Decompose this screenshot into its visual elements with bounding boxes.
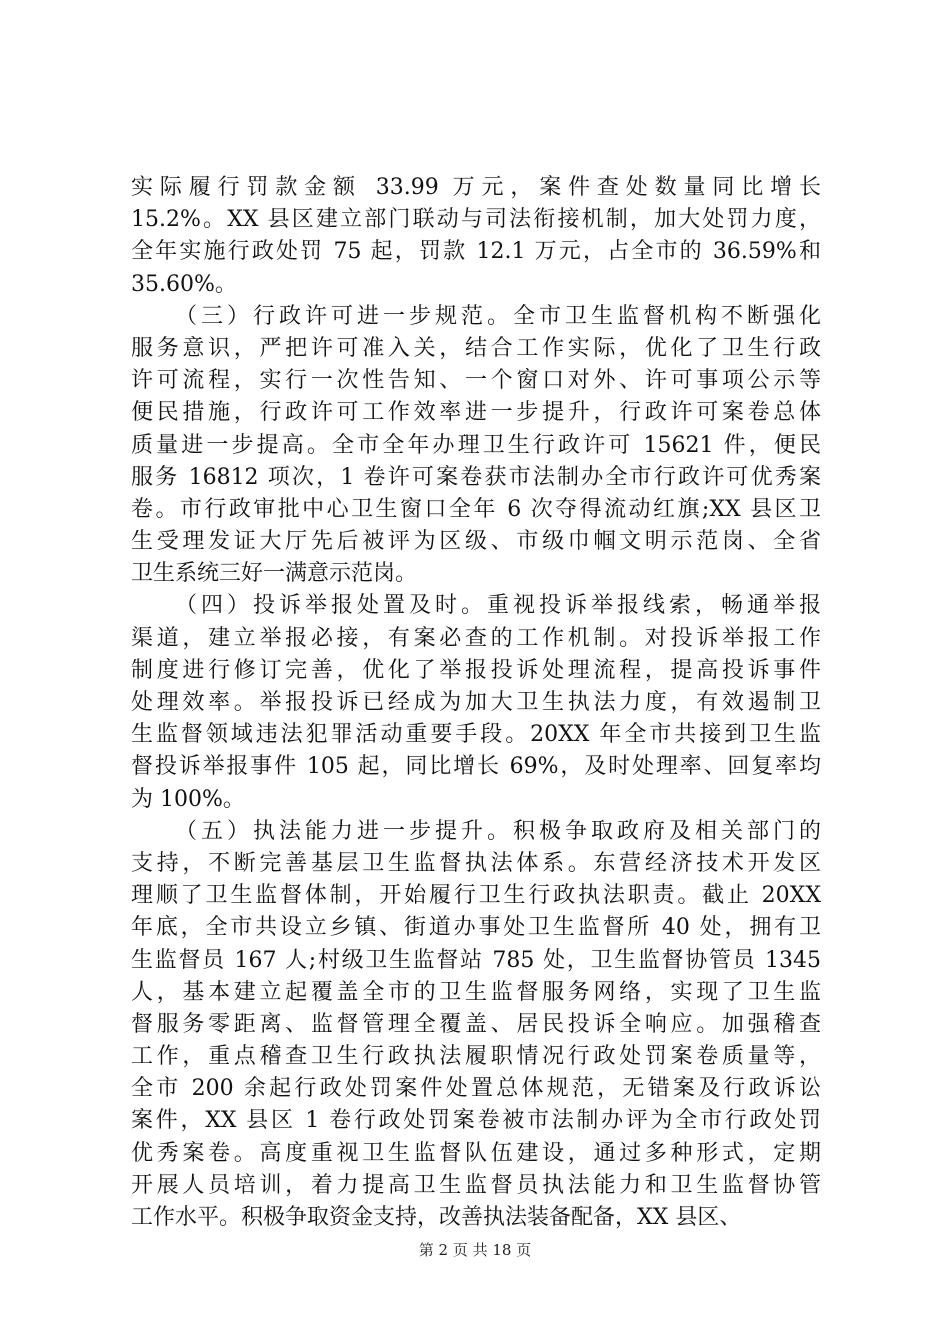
text-line: 制度进行修订完善，优化了举报投诉处理流程，提高投诉事件 [131, 657, 821, 683]
text-line: 卫生系统三好一满意示范岗。 [131, 561, 418, 587]
text-line: 理顺了卫生监督体制，开始履行卫生行政执法职责。截止 20XX [131, 883, 821, 909]
text-line: 工作，重点稽查卫生行政执法履职情况行政处罚案卷质量等， [131, 1044, 821, 1070]
text-line: 服务 16812 项次，1 卷许可案卷获市法制办全市行政许可优秀案 [131, 464, 821, 490]
text-line: 35.60%。 [131, 271, 237, 297]
text-line: 开展人员培训，着力提高卫生监督员执法能力和卫生监督协管 [131, 1172, 821, 1198]
text-line: 案件，XX 县区 1 卷行政处罚案卷被市法制办评为全市行政处罚 [131, 1108, 821, 1134]
text-line: 质量进一步提高。全市全年办理卫生行政许可 15621 件，便民 [131, 432, 821, 458]
body-text [131, 172, 821, 1234]
text-line: 服务意识，严把许可准入关，结合工作实际，优化了卫生行政 [131, 335, 821, 361]
text-line: 优秀案卷。高度重视卫生监督队伍建设，通过多种形式，定期 [131, 1140, 821, 1166]
text-line: 许可流程，实行一次性告知、一个窗口对外、许可事项公示等 [131, 368, 821, 394]
text-line: 生受理发证大厅先后被评为区级、市级巾帼文明示范岗、全省 [131, 529, 821, 555]
text-line: 15.2%。XX 县区建立部门联动与司法衔接机制，加大处罚力度， [131, 207, 821, 233]
text-line: 全市 200 余起行政处罚案件处置总体规范，无错案及行政诉讼 [131, 1076, 821, 1102]
text-line: 支持，不断完善基层卫生监督执法体系。东营经济技术开发区 [131, 850, 821, 876]
page-footer: 第 2 页 共 18 页 [418, 1241, 532, 1259]
text-line: 卷。市行政审批中心卫生窗口全年 6 次夺得流动红旗;XX 县区卫 [131, 496, 821, 522]
text-line: 年底，全市共设立乡镇、街道办事处卫生监督所 40 处，拥有卫 [131, 915, 821, 941]
text-line: 人，基本建立起覆盖全市的卫生监督服务网络，实现了卫生监 [131, 979, 821, 1005]
text-line: 督服务零距离、监督管理全覆盖、居民投诉全响应。加强稽查 [131, 1011, 821, 1037]
text-line: 为 100%。 [131, 786, 245, 812]
text-line: 生监督员 167 人;村级卫生监督站 785 处，卫生监督协管员 1345 [131, 947, 821, 973]
text-line: 渠道，建立举报必接，有案必查的工作机制。对投诉举报工作 [131, 625, 821, 651]
text-line: 便民措施，行政许可工作效率进一步提升，行政许可案卷总体 [131, 400, 821, 426]
section-heading-line: （四）投诉举报处置及时。重视投诉举报线索，畅通举报 [175, 593, 821, 619]
text-line: 处理效率。举报投诉已经成为加大卫生执法力度，有效遏制卫 [131, 690, 821, 715]
text-line: 工作水平。积极争取资金支持，改善执法装备配备，XX 县区、 [131, 1205, 742, 1230]
section-heading-line: （三）行政许可进一步规范。全市卫生监督机构不断强化 [175, 303, 821, 329]
text-line: 生监督领域违法犯罪活动重要手段。20XX 年全市共接到卫生监 [131, 722, 821, 748]
text-line: 全年实施行政处罚 75 起，罚款 12.1 万元，占全市的 36.59%和 [131, 239, 821, 265]
text-line: 实际履行罚款金额 33.99 万元，案件查处数量同比增长 [131, 175, 821, 200]
text-line: 督投诉举报事件 105 起，同比增长 69%，及时处理率、回复率均 [131, 754, 821, 780]
section-heading-line: （五）执法能力进一步提升。积极争取政府及相关部门的 [175, 818, 821, 844]
